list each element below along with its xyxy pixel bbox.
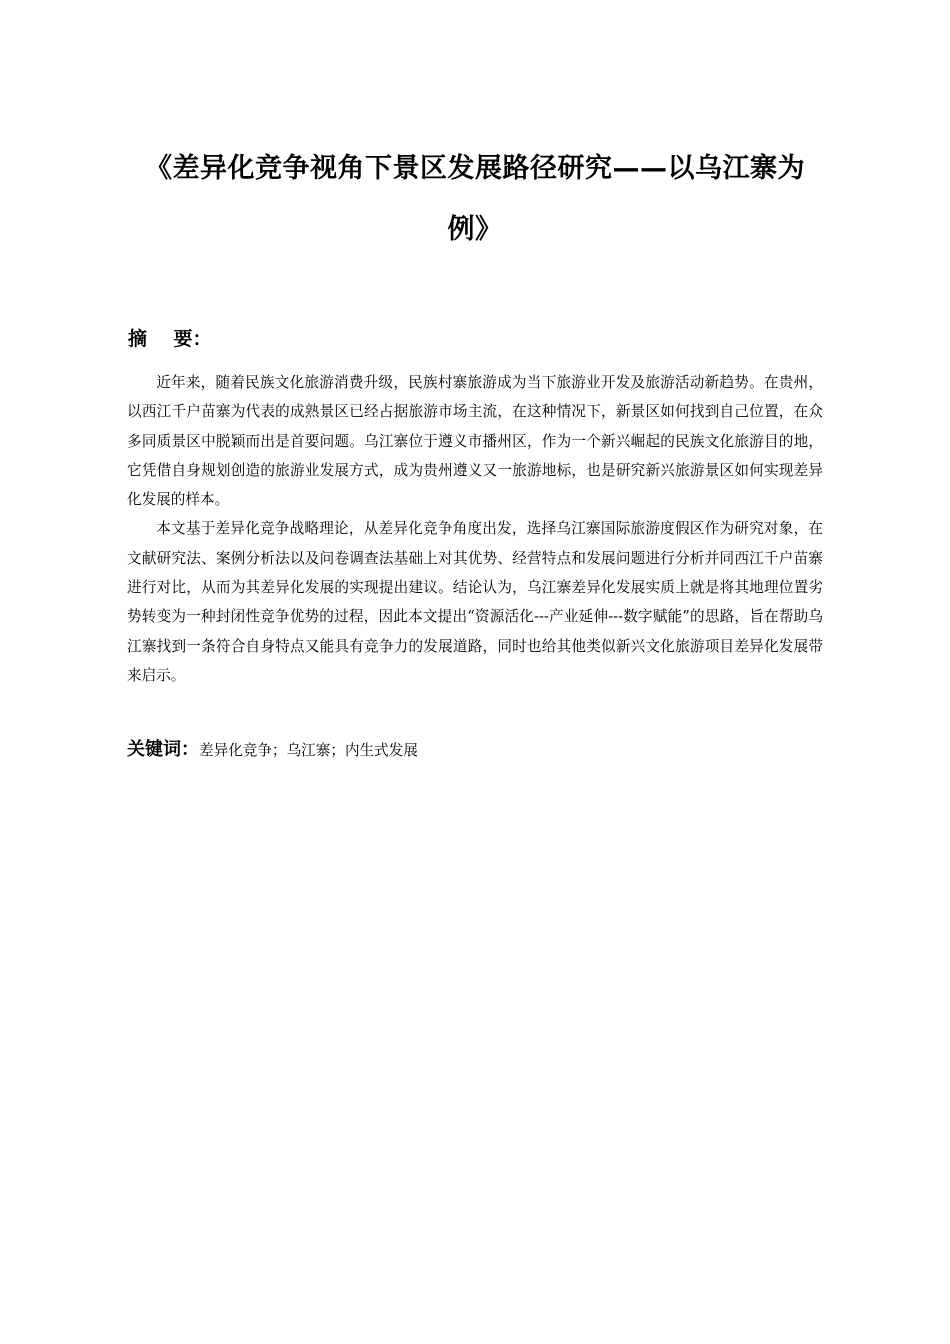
- keywords-text: 差异化竞争；乌江寨；内生式发展: [199, 742, 418, 759]
- document-title: 《差异化竞争视角下景区发展路径研究——以乌江寨为例》: [145, 153, 805, 245]
- keywords-label: 关键词：: [127, 739, 199, 760]
- abstract-body: [127, 368, 823, 690]
- keywords-line: [127, 736, 823, 765]
- abstract-paragraph: 近年来，随着民族文化旅游消费升级，民族村寨旅游成为当下旅游业开发及旅游活动新趋势。在贵州，以西江千户苗寨为代表的成熟景区已经占据旅游市场主流，在这种情况下，新景区如何找到自己位置，在众多同质景区中脱颖而出是首要问题。乌江寨位于遵义市播州区，作为一个新兴崛起的民族文化旅游目的地，它凭借自身规划创造的旅游业发展方式，成为贵州遵义又一旅游地标，也是研究新兴旅游景区如何实现差异化发展的样本。: [127, 374, 823, 509]
- abstract-paragraph: 本文基于差异化竞争战略理论，从差异化竞争角度出发，选择乌江寨国际旅游度假区作为研究对象，在文献研究法、案例分析法以及问卷调查法基础上对其优势、经营特点和发展问题进行分析并同西江千户苗寨进行对比，从而为其差异化发展的实现提出建议。结论认为，乌江寨差异化发展实质上就是将其地理位置劣势转变为一种封闭性竞争优势的过程，因此本文提出“资源活化---产业延伸---数字赋能”的思路，旨在帮助乌江寨找到一条符合自身特点又能具有竞争力的发展道路，同时也给其他类似新兴文化旅游项目差异化发展带来启示。: [127, 520, 823, 684]
- abstract-heading: 摘 要：: [128, 328, 212, 350]
